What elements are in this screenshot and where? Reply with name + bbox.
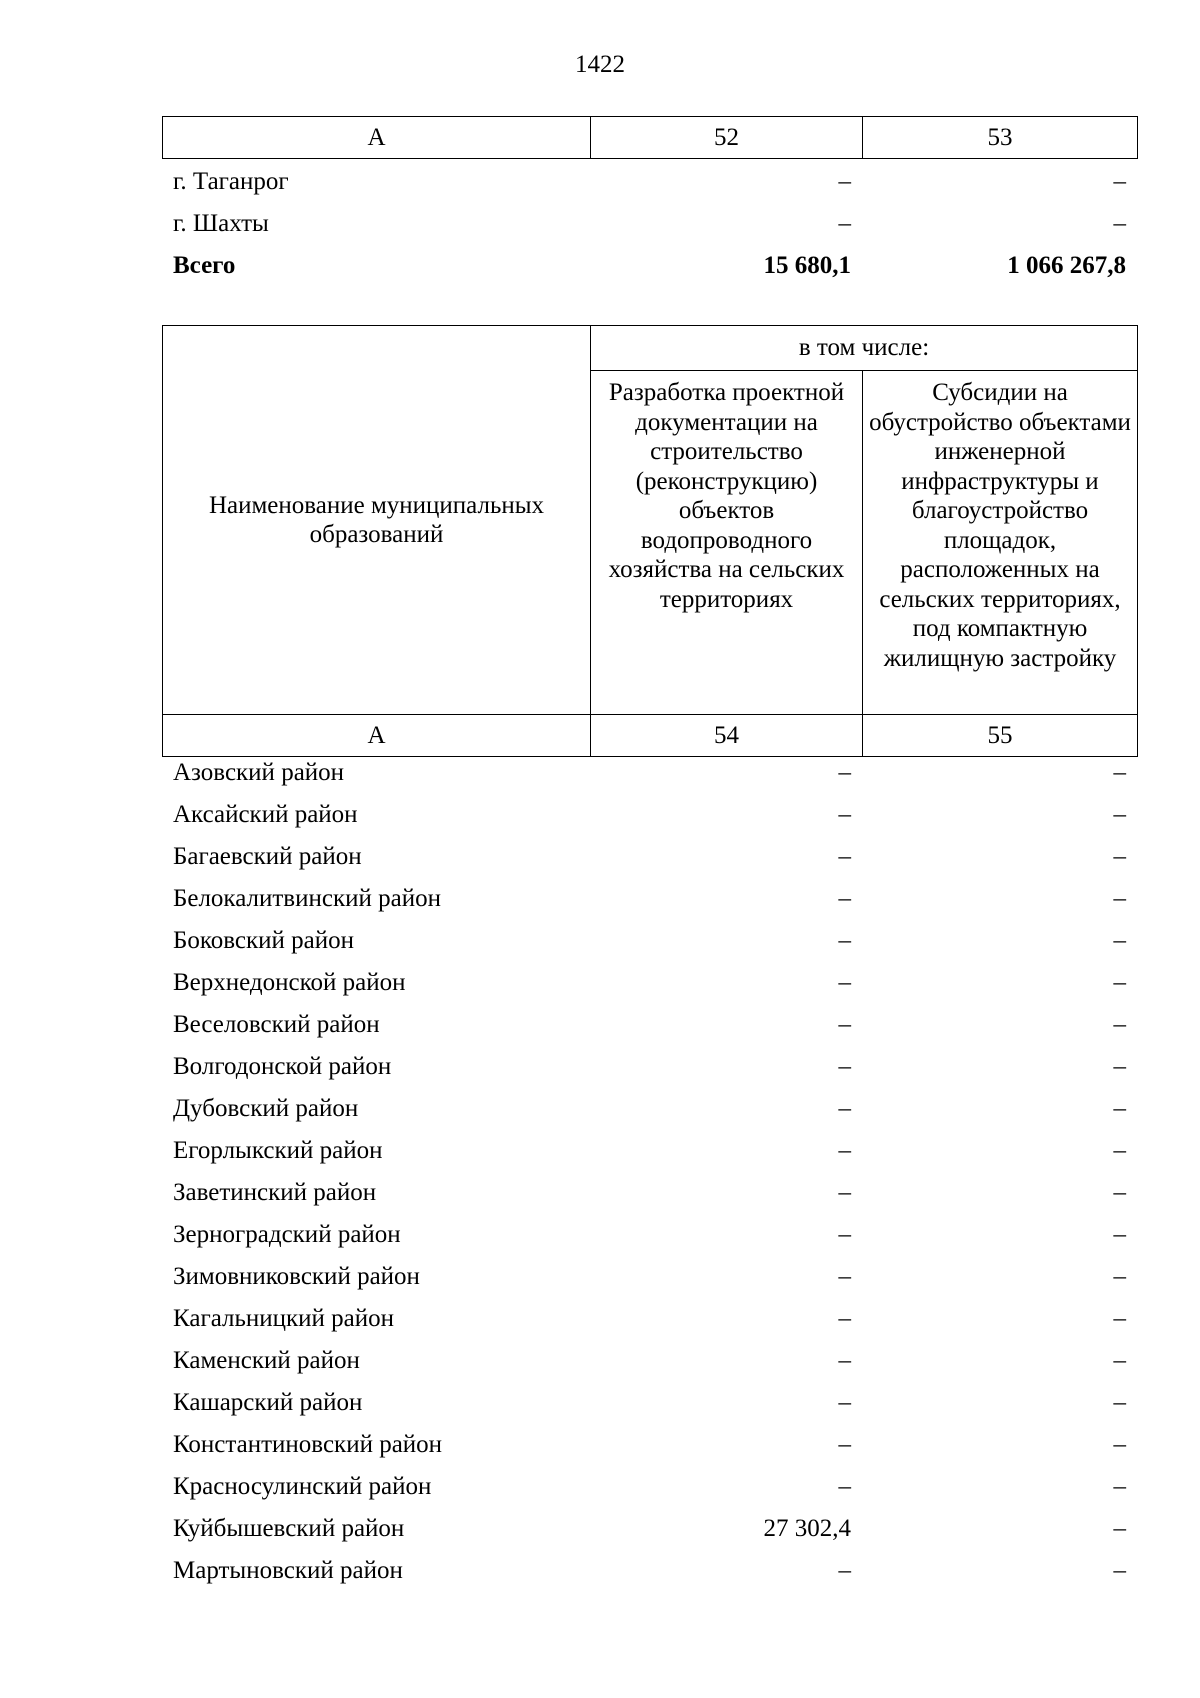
value-cell: –	[838, 885, 851, 912]
table1-header-52: 52	[591, 117, 863, 159]
district-name: Верхнедонской район	[173, 969, 406, 996]
value-cell: –	[838, 1557, 851, 1584]
value-cell: –	[1113, 1557, 1126, 1584]
value-cell: –	[1113, 843, 1126, 870]
district-name: Константиновский район	[173, 1431, 443, 1458]
district-name: Заветинский район	[173, 1179, 377, 1206]
district-name: Кагальницкий район	[173, 1305, 395, 1332]
table-row	[162, 1466, 1137, 1508]
total-label: Всего	[173, 252, 236, 279]
subsidies-column-header: Субсидии на обустройство объектами инженерной инфраструктуры и благоустройство площадок, расположенных на сельских территориях, под компактную жилищную застройку	[863, 371, 1138, 715]
value-cell: –	[838, 843, 851, 870]
value-cell: –	[838, 1221, 851, 1248]
district-name: Белокалитвинский район	[173, 885, 441, 912]
table1-header-a: А	[163, 117, 591, 159]
value-cell: –	[838, 1389, 851, 1416]
design-docs-column-header: Разработка проектной документации на строительство (реконструкцию) объектов водопроводного хозяйства на сельских территориях	[591, 371, 863, 715]
district-name: Веселовский район	[173, 1011, 380, 1038]
table-row	[162, 794, 1137, 836]
value-cell: –	[838, 969, 851, 996]
page-number: 1422	[575, 51, 625, 78]
value-cell: –	[1113, 1221, 1126, 1248]
district-name: Зерноградский район	[173, 1221, 401, 1248]
district-name: Волгодонской район	[173, 1053, 392, 1080]
table2-body	[162, 752, 1137, 1592]
table2-header	[162, 325, 1138, 757]
value-cell: –	[1113, 168, 1126, 195]
district-name: Кашарский район	[173, 1389, 363, 1416]
value-cell: –	[838, 1305, 851, 1332]
table-row	[162, 1298, 1137, 1340]
value-cell: –	[838, 1179, 851, 1206]
value-cell: –	[838, 1011, 851, 1038]
table-row	[162, 1172, 1137, 1214]
value-cell: –	[1113, 1389, 1126, 1416]
table2-header-a: А	[163, 715, 591, 757]
table-row	[162, 752, 1137, 794]
table-row	[162, 1130, 1137, 1172]
value-cell: –	[838, 1053, 851, 1080]
district-name: Боковский район	[173, 927, 354, 954]
value-cell: –	[1113, 1179, 1126, 1206]
table-row	[162, 1550, 1137, 1592]
value-cell: –	[838, 927, 851, 954]
total-value-53: 1 066 267,8	[1007, 252, 1126, 279]
district-name: г. Шахты	[173, 210, 269, 237]
value-cell: –	[1113, 969, 1126, 996]
table1-header-53: 53	[863, 117, 1138, 159]
district-name: Егорлыкский район	[173, 1137, 383, 1164]
value-cell: –	[838, 168, 851, 195]
district-name: Каменский район	[173, 1347, 360, 1374]
group-header: в том числе:	[591, 326, 1138, 371]
table2-header-55: 55	[863, 715, 1138, 757]
value-cell: –	[1113, 1053, 1126, 1080]
value-cell: –	[1113, 1473, 1126, 1500]
value-cell: –	[1113, 1305, 1126, 1332]
table-row	[162, 203, 1137, 245]
municipality-name-header: Наименование муниципальных образований	[163, 326, 591, 715]
table-row	[162, 1046, 1137, 1088]
table-row	[162, 1256, 1137, 1298]
district-name: Дубовский район	[173, 1095, 359, 1122]
table-row	[162, 161, 1137, 203]
district-name: Куйбышевский район	[173, 1515, 405, 1542]
value-cell: –	[1113, 1137, 1126, 1164]
table-row	[162, 920, 1137, 962]
table-row	[162, 962, 1137, 1004]
table-row	[162, 1340, 1137, 1382]
table-row	[162, 878, 1137, 920]
value-cell: –	[1113, 885, 1126, 912]
table1-column-header	[162, 116, 1138, 159]
value-cell: –	[1113, 1515, 1126, 1542]
table-row	[162, 1088, 1137, 1130]
value-cell: –	[838, 1473, 851, 1500]
table-row	[162, 1424, 1137, 1466]
value-cell: –	[1113, 1095, 1126, 1122]
table-row	[162, 1508, 1137, 1550]
value-cell: –	[838, 1137, 851, 1164]
value-cell: –	[1113, 1431, 1126, 1458]
table-row	[162, 1382, 1137, 1424]
district-name: Аксайский район	[173, 801, 358, 828]
value-cell: –	[838, 759, 851, 786]
value-cell: –	[1113, 927, 1126, 954]
total-value-52: 15 680,1	[763, 252, 851, 279]
value-cell: –	[838, 1431, 851, 1458]
district-name: г. Таганрог	[173, 168, 289, 195]
table2-header-54: 54	[591, 715, 863, 757]
table1-body	[162, 161, 1137, 287]
district-name: Багаевский район	[173, 843, 362, 870]
value-cell: –	[1113, 759, 1126, 786]
table-row	[162, 1004, 1137, 1046]
value-cell: –	[838, 1095, 851, 1122]
value-cell: –	[838, 1263, 851, 1290]
district-name: Красносулинский район	[173, 1473, 432, 1500]
value-cell: –	[1113, 210, 1126, 237]
table1-total-row	[162, 245, 1137, 287]
value-cell: –	[1113, 1263, 1126, 1290]
value-cell: –	[838, 801, 851, 828]
value-cell: –	[1113, 1347, 1126, 1374]
value-cell: –	[1113, 1011, 1126, 1038]
district-name: Мартыновский район	[173, 1557, 403, 1584]
value-cell: –	[1113, 801, 1126, 828]
district-name: Зимовниковский район	[173, 1263, 420, 1290]
value-cell: 27 302,4	[763, 1515, 851, 1542]
value-cell: –	[838, 1347, 851, 1374]
district-name: Азовский район	[173, 759, 345, 786]
table-row	[162, 1214, 1137, 1256]
table-row	[162, 836, 1137, 878]
value-cell: –	[838, 210, 851, 237]
